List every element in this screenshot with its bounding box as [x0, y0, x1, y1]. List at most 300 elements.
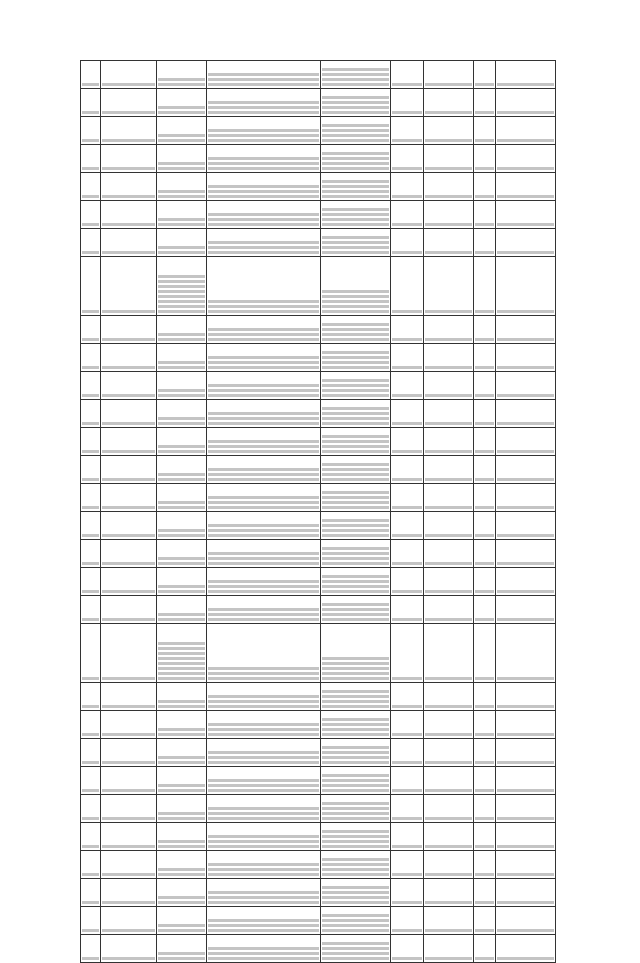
placeholder-text-line: [322, 705, 389, 708]
placeholder-text-line: [208, 83, 319, 86]
placeholder-text-line: [158, 642, 205, 645]
table-row: [81, 935, 556, 963]
placeholder-text-line: [208, 305, 319, 308]
table-cell: [424, 907, 474, 935]
placeholder-text-line: [158, 417, 205, 420]
table-cell: [207, 428, 321, 456]
table-cell: [157, 229, 207, 257]
placeholder-text-line: [322, 751, 389, 754]
placeholder-text-line: [158, 361, 205, 364]
table-cell: [321, 89, 391, 117]
table-cell: [101, 795, 157, 823]
table-cell: [207, 344, 321, 372]
table-cell: [101, 711, 157, 739]
placeholder-text-line: [82, 83, 99, 86]
placeholder-text-line: [392, 167, 422, 170]
placeholder-text-line: [102, 478, 155, 481]
placeholder-text-line: [102, 618, 155, 621]
placeholder-text-line: [322, 613, 389, 616]
table-cell: [391, 907, 424, 935]
placeholder-text-line: [208, 672, 319, 675]
placeholder-text-line: [102, 817, 155, 820]
table-cell: [207, 484, 321, 512]
table-row: [81, 711, 556, 739]
placeholder-text-line: [208, 667, 319, 670]
placeholder-text-line: [158, 162, 205, 165]
table-cell: [424, 229, 474, 257]
placeholder-text-line: [322, 901, 389, 904]
placeholder-text-line: [208, 779, 319, 782]
placeholder-text-line: [158, 295, 205, 298]
placeholder-text-line: [322, 886, 389, 889]
placeholder-text-line: [322, 845, 389, 848]
placeholder-text-line: [322, 557, 389, 560]
placeholder-text-line: [322, 435, 389, 438]
placeholder-text-line: [497, 310, 554, 313]
placeholder-text-line: [158, 445, 205, 448]
placeholder-text-line: [208, 863, 319, 866]
table-cell: [496, 89, 556, 117]
placeholder-text-line: [158, 728, 205, 731]
placeholder-text-line: [82, 677, 99, 680]
table-cell: [321, 683, 391, 711]
table-cell: [321, 624, 391, 683]
table-cell: [81, 316, 101, 344]
placeholder-text-line: [322, 213, 389, 216]
placeholder-text-line: [322, 351, 389, 354]
placeholder-text-line: [208, 218, 319, 221]
placeholder-text-line: [322, 608, 389, 611]
table-cell: [207, 400, 321, 428]
placeholder-text-line: [158, 190, 205, 193]
placeholder-text-line: [208, 139, 319, 142]
placeholder-text-line: [208, 524, 319, 527]
placeholder-text-line: [322, 241, 389, 244]
placeholder-text-line: [497, 873, 554, 876]
table-cell: [321, 596, 391, 624]
placeholder-text-line: [425, 506, 472, 509]
table-row: [81, 316, 556, 344]
placeholder-text-line: [82, 562, 99, 565]
table-cell: [321, 173, 391, 201]
table-cell: [101, 568, 157, 596]
placeholder-text-line: [392, 251, 422, 254]
table-cell: [424, 484, 474, 512]
placeholder-text-line: [102, 139, 155, 142]
placeholder-text-line: [208, 756, 319, 759]
table-cell: [157, 372, 207, 400]
table-cell: [81, 540, 101, 568]
table-cell: [207, 173, 321, 201]
placeholder-text-line: [392, 394, 422, 397]
placeholder-text-line: [392, 338, 422, 341]
placeholder-text-line: [208, 896, 319, 899]
placeholder-text-line: [158, 929, 205, 932]
placeholder-text-line: [475, 590, 494, 593]
table-cell: [81, 767, 101, 795]
placeholder-text-line: [322, 162, 389, 165]
placeholder-text-line: [158, 366, 205, 369]
table-row: [81, 767, 556, 795]
table-cell: [424, 739, 474, 767]
placeholder-text-line: [322, 529, 389, 532]
table-cell: [81, 173, 101, 201]
placeholder-text-line: [208, 478, 319, 481]
table-cell: [391, 456, 424, 484]
placeholder-text-line: [322, 618, 389, 621]
placeholder-text-line: [158, 667, 205, 670]
placeholder-text-line: [322, 723, 389, 726]
table-cell: [321, 117, 391, 145]
placeholder-text-line: [425, 366, 472, 369]
placeholder-text-line: [497, 957, 554, 960]
placeholder-text-line: [322, 896, 389, 899]
table-cell: [496, 145, 556, 173]
table-cell: [424, 201, 474, 229]
placeholder-text-line: [82, 394, 99, 397]
placeholder-text-line: [158, 111, 205, 114]
placeholder-text-line: [392, 733, 422, 736]
table-cell: [391, 540, 424, 568]
placeholder-text-line: [208, 733, 319, 736]
table-cell: [207, 229, 321, 257]
table-cell: [474, 795, 496, 823]
placeholder-text-line: [208, 195, 319, 198]
placeholder-text-line: [322, 450, 389, 453]
placeholder-text-line: [322, 547, 389, 550]
table-cell: [474, 935, 496, 963]
placeholder-text-line: [208, 213, 319, 216]
table-cell: [474, 229, 496, 257]
placeholder-text-line: [475, 534, 494, 537]
table-cell: [157, 201, 207, 229]
placeholder-text-line: [392, 873, 422, 876]
table-cell: [157, 767, 207, 795]
table-cell: [321, 879, 391, 907]
placeholder-text-line: [208, 613, 319, 616]
placeholder-text-line: [322, 379, 389, 382]
table-cell: [207, 456, 321, 484]
table-cell: [101, 117, 157, 145]
placeholder-text-line: [102, 338, 155, 341]
placeholder-text-line: [497, 506, 554, 509]
table-row: [81, 89, 556, 117]
placeholder-text-line: [497, 705, 554, 708]
placeholder-text-line: [82, 705, 99, 708]
placeholder-text-line: [208, 134, 319, 137]
placeholder-text-line: [425, 251, 472, 254]
placeholder-text-line: [322, 779, 389, 782]
placeholder-text-line: [208, 952, 319, 955]
table-cell: [496, 711, 556, 739]
placeholder-text-line: [82, 506, 99, 509]
table-cell: [207, 512, 321, 540]
placeholder-text-line: [497, 139, 554, 142]
table-cell: [157, 512, 207, 540]
placeholder-text-line: [82, 366, 99, 369]
table-cell: [424, 344, 474, 372]
placeholder-text-line: [322, 672, 389, 675]
placeholder-text-line: [425, 223, 472, 226]
placeholder-text-line: [208, 468, 319, 471]
table-cell: [424, 767, 474, 795]
table-cell: [391, 512, 424, 540]
table-cell: [424, 711, 474, 739]
placeholder-text-line: [158, 529, 205, 532]
placeholder-text-line: [392, 677, 422, 680]
table-cell: [207, 568, 321, 596]
placeholder-text-line: [208, 835, 319, 838]
placeholder-text-line: [322, 68, 389, 71]
table-cell: [496, 229, 556, 257]
placeholder-text-line: [322, 185, 389, 188]
placeholder-text-line: [208, 450, 319, 453]
table-cell: [496, 795, 556, 823]
table-cell: [391, 344, 424, 372]
table-cell: [424, 624, 474, 683]
placeholder-text-line: [475, 167, 494, 170]
table-row: [81, 117, 556, 145]
placeholder-text-line: [475, 618, 494, 621]
placeholder-text-line: [208, 101, 319, 104]
placeholder-text-line: [102, 83, 155, 86]
placeholder-text-line: [208, 957, 319, 960]
placeholder-text-line: [322, 478, 389, 481]
placeholder-text-line: [322, 101, 389, 104]
placeholder-text-line: [475, 845, 494, 848]
table-cell: [81, 372, 101, 400]
table-cell: [157, 344, 207, 372]
placeholder-text-line: [208, 784, 319, 787]
placeholder-text-line: [208, 891, 319, 894]
table-cell: [101, 89, 157, 117]
table-row: [81, 851, 556, 879]
table-row: [81, 173, 556, 201]
placeholder-text-line: [102, 590, 155, 593]
placeholder-text-line: [208, 562, 319, 565]
table-cell: [101, 683, 157, 711]
placeholder-text-line: [322, 190, 389, 193]
table-cell: [207, 711, 321, 739]
table-cell: [81, 879, 101, 907]
placeholder-text-line: [82, 167, 99, 170]
placeholder-text-line: [322, 690, 389, 693]
placeholder-text-line: [425, 562, 472, 565]
table-cell: [157, 540, 207, 568]
table-row: [81, 484, 556, 512]
table-cell: [207, 596, 321, 624]
table-row: [81, 540, 556, 568]
placeholder-text-line: [102, 929, 155, 932]
table-cell: [474, 879, 496, 907]
placeholder-text-line: [158, 78, 205, 81]
table-cell: [474, 428, 496, 456]
table-cell: [321, 428, 391, 456]
table-row: [81, 596, 556, 624]
table-cell: [81, 711, 101, 739]
table-cell: [391, 823, 424, 851]
placeholder-text-line: [322, 957, 389, 960]
placeholder-text-line: [158, 394, 205, 397]
table-cell: [157, 711, 207, 739]
table-cell: [101, 512, 157, 540]
placeholder-text-line: [425, 873, 472, 876]
placeholder-text-line: [208, 251, 319, 254]
placeholder-text-line: [425, 195, 472, 198]
placeholder-text-line: [208, 529, 319, 532]
placeholder-text-line: [102, 873, 155, 876]
placeholder-text-line: [475, 506, 494, 509]
table-cell: [474, 767, 496, 795]
table-cell: [321, 400, 391, 428]
table-cell: [391, 400, 424, 428]
table-cell: [391, 935, 424, 963]
placeholder-text-line: [392, 845, 422, 848]
placeholder-text-line: [322, 761, 389, 764]
placeholder-text-line: [322, 78, 389, 81]
table-cell: [321, 512, 391, 540]
placeholder-text-line: [497, 901, 554, 904]
placeholder-text-line: [82, 338, 99, 341]
table-cell: [424, 89, 474, 117]
table-cell: [81, 400, 101, 428]
placeholder-text-line: [322, 417, 389, 420]
placeholder-text-line: [425, 677, 472, 680]
table-cell: [474, 683, 496, 711]
placeholder-text-line: [322, 718, 389, 721]
table-cell: [391, 372, 424, 400]
placeholder-text-line: [158, 275, 205, 278]
table-cell: [81, 596, 101, 624]
table-cell: [157, 316, 207, 344]
table-cell: [474, 711, 496, 739]
placeholder-text-line: [475, 338, 494, 341]
placeholder-text-line: [475, 562, 494, 565]
table-cell: [81, 428, 101, 456]
table-cell: [81, 229, 101, 257]
table-cell: [157, 257, 207, 316]
placeholder-text-line: [497, 845, 554, 848]
table-cell: [81, 739, 101, 767]
table-cell: [391, 711, 424, 739]
table-cell: [474, 456, 496, 484]
placeholder-text-line: [322, 695, 389, 698]
placeholder-text-line: [425, 705, 472, 708]
table-cell: [157, 879, 207, 907]
table-row: [81, 907, 556, 935]
placeholder-text-line: [102, 195, 155, 198]
placeholder-text-line: [208, 440, 319, 443]
placeholder-text-line: [208, 167, 319, 170]
table-cell: [207, 851, 321, 879]
placeholder-text-line: [392, 506, 422, 509]
table-cell: [81, 823, 101, 851]
table-cell: [207, 739, 321, 767]
table-cell: [496, 61, 556, 89]
placeholder-text-line: [82, 422, 99, 425]
table-cell: [207, 316, 321, 344]
placeholder-text-line: [322, 817, 389, 820]
placeholder-text-line: [322, 295, 389, 298]
placeholder-text-line: [392, 478, 422, 481]
placeholder-text-line: [82, 111, 99, 114]
table-cell: [207, 540, 321, 568]
table-cell: [321, 316, 391, 344]
table-cell: [496, 851, 556, 879]
table-cell: [391, 683, 424, 711]
placeholder-text-line: [158, 134, 205, 137]
table-cell: [391, 61, 424, 89]
placeholder-text-line: [322, 491, 389, 494]
placeholder-text-line: [158, 280, 205, 283]
table-cell: [391, 624, 424, 683]
table-cell: [391, 229, 424, 257]
placeholder-text-line: [208, 78, 319, 81]
table-cell: [101, 767, 157, 795]
placeholder-text-line: [158, 677, 205, 680]
placeholder-text-line: [208, 677, 319, 680]
placeholder-text-line: [322, 590, 389, 593]
table-cell: [207, 823, 321, 851]
placeholder-text-line: [208, 723, 319, 726]
placeholder-text-line: [208, 445, 319, 448]
placeholder-text-line: [322, 440, 389, 443]
table-cell: [474, 344, 496, 372]
placeholder-text-line: [322, 501, 389, 504]
placeholder-text-line: [322, 863, 389, 866]
table-cell: [81, 851, 101, 879]
placeholder-text-line: [322, 412, 389, 415]
table-cell: [81, 145, 101, 173]
placeholder-text-line: [158, 705, 205, 708]
placeholder-text-line: [158, 761, 205, 764]
placeholder-text-line: [392, 901, 422, 904]
table-cell: [81, 935, 101, 963]
placeholder-text-line: [425, 761, 472, 764]
placeholder-text-line: [208, 751, 319, 754]
placeholder-text-line: [322, 733, 389, 736]
table-cell: [157, 683, 207, 711]
placeholder-text-line: [497, 251, 554, 254]
table-cell: [424, 596, 474, 624]
placeholder-text-line: [208, 310, 319, 313]
placeholder-text-line: [497, 817, 554, 820]
placeholder-text-line: [102, 366, 155, 369]
placeholder-text-line: [322, 728, 389, 731]
placeholder-text-line: [208, 585, 319, 588]
placeholder-text-line: [497, 562, 554, 565]
table-cell: [101, 624, 157, 683]
table-row: [81, 257, 556, 316]
table-cell: [321, 795, 391, 823]
placeholder-text-line: [392, 789, 422, 792]
placeholder-text-line: [208, 501, 319, 504]
table-cell: [496, 117, 556, 145]
placeholder-text-line: [208, 333, 319, 336]
placeholder-text-line: [208, 157, 319, 160]
placeholder-text-line: [82, 733, 99, 736]
table-cell: [321, 145, 391, 173]
placeholder-text-line: [322, 394, 389, 397]
placeholder-text-line: [475, 251, 494, 254]
placeholder-text-line: [322, 134, 389, 137]
table-cell: [424, 935, 474, 963]
placeholder-text-line: [392, 929, 422, 932]
placeholder-text-line: [208, 185, 319, 188]
placeholder-text-line: [82, 789, 99, 792]
placeholder-text-line: [208, 552, 319, 555]
placeholder-text-line: [322, 338, 389, 341]
